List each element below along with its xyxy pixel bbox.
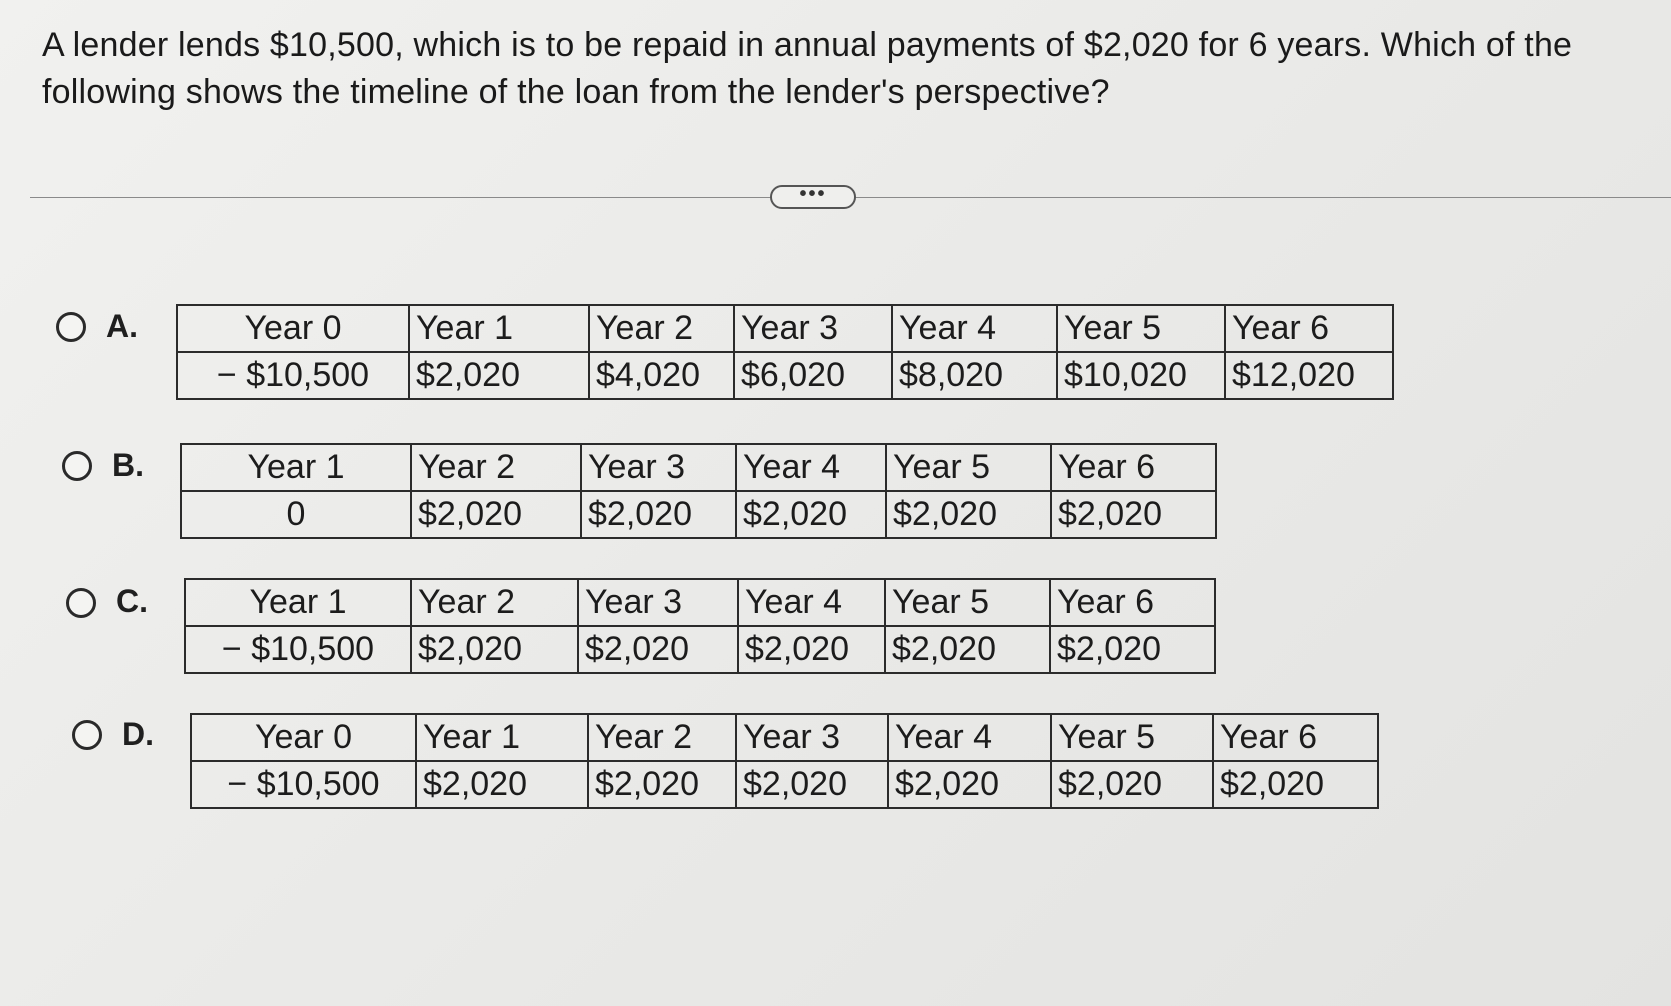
cash-flow-cell: $2,020 <box>888 761 1051 808</box>
year-cell: Year 0 <box>191 714 416 761</box>
cash-flow-cell: $2,020 <box>411 626 578 673</box>
cash-flow-cell: $2,020 <box>1050 626 1215 673</box>
cash-flow-cell: $10,020 <box>1057 352 1225 399</box>
year-cell: Year 6 <box>1050 579 1215 626</box>
question-line-2: following shows the timeline of the loan from the lender's perspective? <box>42 73 1110 111</box>
option-b-timeline-table <box>180 443 1217 539</box>
year-cell: Year 6 <box>1051 444 1216 491</box>
year-cell: Year 3 <box>578 579 738 626</box>
cash-flow-cell: 0 <box>181 491 411 538</box>
cash-flow-cell: $2,020 <box>1051 761 1213 808</box>
year-cell: Year 2 <box>589 305 734 352</box>
year-cell: Year 1 <box>181 444 411 491</box>
table-header-row <box>191 714 1378 761</box>
cash-flow-cell: $2,020 <box>736 491 886 538</box>
table-value-row <box>177 352 1393 399</box>
option-d-timeline-table <box>190 713 1379 809</box>
cash-flow-cell: − $10,500 <box>177 352 409 399</box>
year-cell: Year 3 <box>736 714 888 761</box>
cash-flow-cell: $2,020 <box>1051 491 1216 538</box>
cash-flow-cell: $12,020 <box>1225 352 1393 399</box>
year-cell: Year 4 <box>888 714 1051 761</box>
option-b-radio[interactable] <box>62 451 92 481</box>
cash-flow-cell: $2,020 <box>581 491 736 538</box>
year-cell: Year 5 <box>1057 305 1225 352</box>
year-cell: Year 3 <box>581 444 736 491</box>
year-cell: Year 4 <box>736 444 886 491</box>
year-cell: Year 1 <box>409 305 589 352</box>
year-cell: Year 2 <box>588 714 736 761</box>
option-c-timeline-table <box>184 578 1216 674</box>
table-value-row <box>191 761 1378 808</box>
cash-flow-cell: $8,020 <box>892 352 1057 399</box>
year-cell: Year 4 <box>892 305 1057 352</box>
cash-flow-cell: $2,020 <box>411 491 581 538</box>
option-c-letter: C. <box>116 583 148 619</box>
year-cell: Year 5 <box>1051 714 1213 761</box>
year-cell: Year 1 <box>185 579 411 626</box>
year-cell: Year 6 <box>1225 305 1393 352</box>
cash-flow-cell: $6,020 <box>734 352 892 399</box>
table-header-row <box>177 305 1393 352</box>
option-a-radio[interactable] <box>56 312 86 342</box>
cash-flow-cell: − $10,500 <box>191 761 416 808</box>
option-c-radio[interactable] <box>66 588 96 618</box>
cash-flow-cell: $2,020 <box>886 491 1051 538</box>
cash-flow-cell: $2,020 <box>409 352 589 399</box>
question-line-1: A lender lends $10,500, which is to be repaid in annual payments of $2,020 for 6 years. Which of the <box>42 26 1573 64</box>
option-d-letter: D. <box>122 716 154 752</box>
expand-more-button[interactable]: ••• <box>770 185 856 209</box>
table-header-row <box>181 444 1216 491</box>
year-cell: Year 6 <box>1213 714 1378 761</box>
cash-flow-cell: $4,020 <box>589 352 734 399</box>
cash-flow-cell: $2,020 <box>1213 761 1378 808</box>
year-cell: Year 0 <box>177 305 409 352</box>
year-cell: Year 2 <box>411 444 581 491</box>
cash-flow-cell: $2,020 <box>416 761 588 808</box>
option-b-letter: B. <box>112 447 144 483</box>
cash-flow-cell: − $10,500 <box>185 626 411 673</box>
question-text <box>42 22 1662 116</box>
year-cell: Year 2 <box>411 579 578 626</box>
year-cell: Year 4 <box>738 579 885 626</box>
cash-flow-cell: $2,020 <box>578 626 738 673</box>
year-cell: Year 3 <box>734 305 892 352</box>
table-value-row <box>185 626 1215 673</box>
table-header-row <box>185 579 1215 626</box>
option-d-radio[interactable] <box>72 720 102 750</box>
cash-flow-cell: $2,020 <box>885 626 1050 673</box>
cash-flow-cell: $2,020 <box>588 761 736 808</box>
year-cell: Year 5 <box>886 444 1051 491</box>
year-cell: Year 1 <box>416 714 588 761</box>
year-cell: Year 5 <box>885 579 1050 626</box>
cash-flow-cell: $2,020 <box>738 626 885 673</box>
option-a-timeline-table <box>176 304 1394 400</box>
cash-flow-cell: $2,020 <box>736 761 888 808</box>
option-a-letter: A. <box>106 308 138 344</box>
table-value-row <box>181 491 1216 538</box>
